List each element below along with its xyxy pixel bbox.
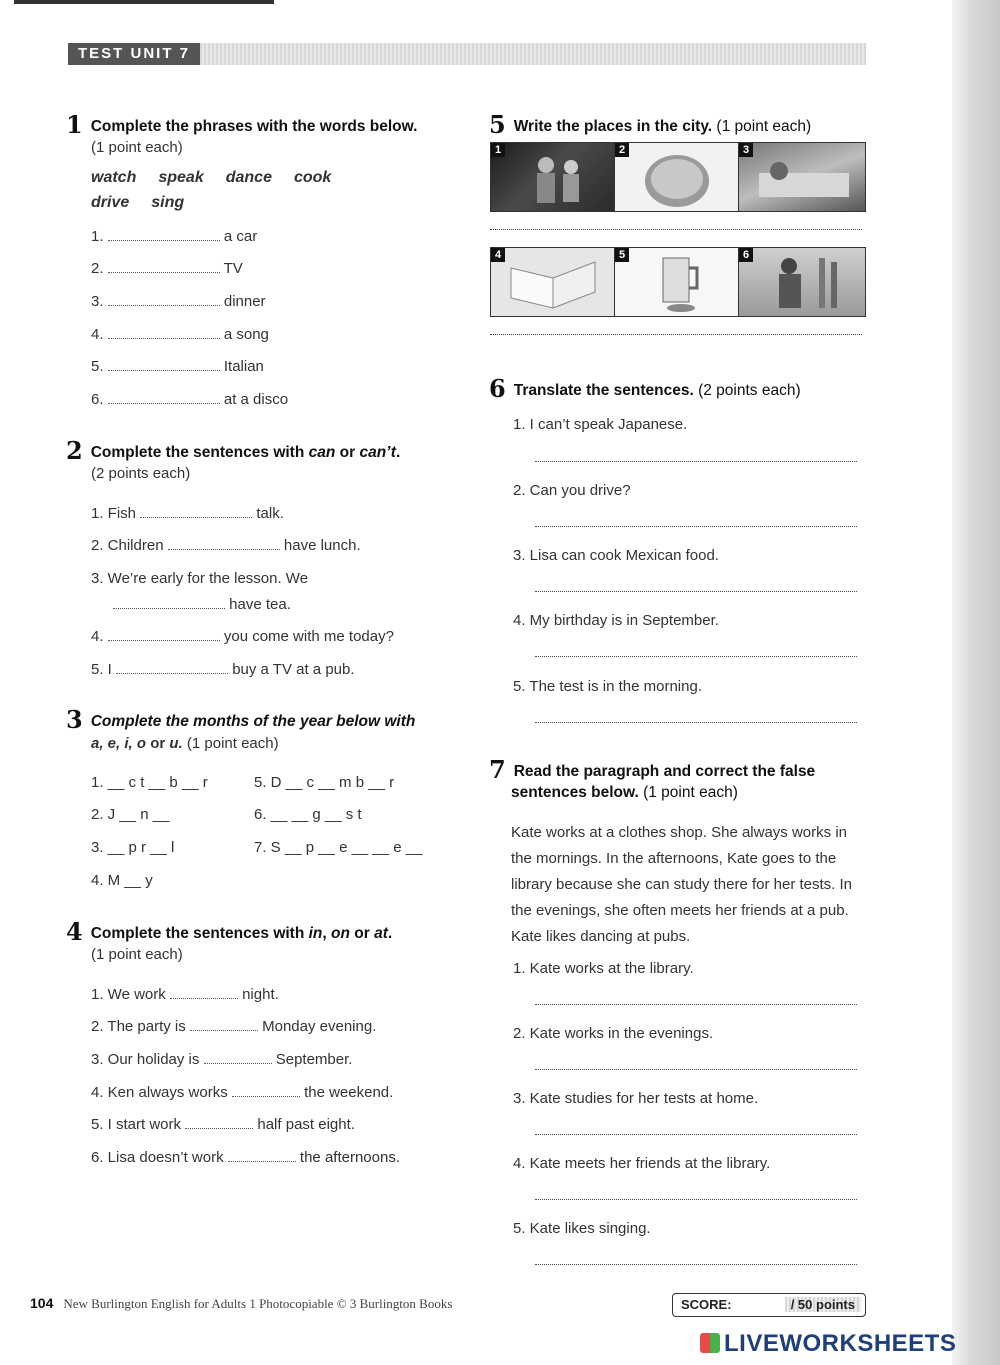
page-edge-shadow <box>952 0 1000 1365</box>
answer-blank[interactable] <box>108 228 220 241</box>
section-3-number: 3 <box>66 705 83 734</box>
answer-blank[interactable] <box>168 537 280 550</box>
keyword-u: u. <box>169 735 183 752</box>
photo-5-beer-mug <box>614 247 740 317</box>
answer-blank[interactable] <box>108 358 220 371</box>
unit-title: TEST UNIT 7 <box>68 43 200 65</box>
keyword-at: at <box>374 925 388 942</box>
section-7-title-cont <box>511 784 738 802</box>
title-text: . <box>395 444 401 461</box>
s4-item-2 <box>91 1018 376 1035</box>
liveworksheets-logo[interactable] <box>700 1330 956 1358</box>
title-text: or <box>349 925 375 942</box>
answer-blank[interactable] <box>108 391 220 404</box>
s2-item-2 <box>91 537 361 554</box>
item-text: have tea. <box>229 596 291 613</box>
section-6-number: 6 <box>489 374 506 403</box>
s2-item-4 <box>91 628 394 645</box>
word-bank-item: speak <box>158 169 204 186</box>
item-text: TV <box>223 260 243 277</box>
s6-item-5: 5. The test is in the morning. <box>513 678 702 695</box>
photo-number: 2 <box>615 143 629 157</box>
item-number: 1. <box>91 228 104 245</box>
photo-6-shop <box>738 247 866 317</box>
section-2-number: 2 <box>66 436 83 465</box>
item-text: 1. We work <box>91 986 166 1003</box>
answer-line[interactable] <box>535 460 857 462</box>
item-text: Monday evening. <box>262 1018 377 1035</box>
answer-blank[interactable] <box>108 260 220 273</box>
score-label: SCORE: <box>681 1297 732 1312</box>
reading-paragraph: Kate works at a clothes shop. She always works in the mornings. In the afternoons, Kate goes to the library because she can study there for her tests. In the evenings, she often meets her friends at a pub. Kate likes dancing at pubs. <box>511 824 853 945</box>
item-text: buy a TV at a pub. <box>232 661 355 678</box>
s6-item-4: 4. My birthday is in September. <box>513 612 719 629</box>
score-box <box>672 1293 866 1317</box>
item-text: night. <box>242 986 279 1003</box>
item-text: dinner <box>223 293 266 310</box>
section-4-instruction: Complete the sentences with <box>90 925 309 942</box>
item-text: the weekend. <box>304 1084 394 1101</box>
keyword-letters: a, e, i, o <box>91 735 147 752</box>
answer-line[interactable] <box>535 721 857 723</box>
answer-blank[interactable] <box>108 628 220 641</box>
s7-item-5: 5. Kate likes singing. <box>513 1220 651 1237</box>
photo-number: 3 <box>739 143 753 157</box>
item-number: 2. <box>91 260 104 277</box>
photo-3-bedroom <box>738 142 866 212</box>
answer-blank[interactable] <box>170 986 238 999</box>
answer-blank[interactable] <box>204 1051 272 1064</box>
item-text: September. <box>275 1051 353 1068</box>
keyword-cant: can’t <box>359 444 396 461</box>
item-text: 2. Children <box>91 537 164 554</box>
answer-blank[interactable] <box>232 1084 300 1097</box>
answer-line[interactable] <box>535 525 857 527</box>
section-5-points: (1 point each) <box>716 118 812 135</box>
s2-item-5 <box>91 661 355 678</box>
item-text: Italian <box>223 358 264 375</box>
photo-number: 4 <box>491 248 505 262</box>
answer-line[interactable] <box>535 1003 857 1005</box>
s1-item-5 <box>91 358 264 375</box>
section-2-instruction: Complete the sentences with <box>90 444 309 461</box>
item-number: 5. <box>91 358 104 375</box>
item-text: 5. I start work <box>91 1116 182 1133</box>
title-text: . <box>387 925 393 942</box>
s4-item-1 <box>91 986 279 1003</box>
month-4[interactable]: 4. M __ y <box>91 872 153 889</box>
s2-item-1 <box>91 505 284 522</box>
word-bank-row-1 <box>91 169 353 187</box>
keyword-in: in <box>308 925 323 942</box>
section-4-points: (1 point each) <box>91 946 183 963</box>
s6-item-1: 1. I can’t speak Japanese. <box>513 416 688 433</box>
score-total: / 50 points <box>785 1297 861 1312</box>
word-bank-row-2 <box>91 194 206 212</box>
section-6-instruction: Translate the sentences. <box>513 382 694 399</box>
photo-number: 5 <box>615 248 629 262</box>
answer-blank[interactable] <box>116 661 228 674</box>
answer-line[interactable] <box>490 333 862 335</box>
month-3[interactable]: 3. __ p r __ l <box>91 839 175 856</box>
item-text: 6. Lisa doesn’t work <box>91 1149 224 1166</box>
top-rule <box>0 0 1000 4</box>
section-3-instruction: Complete the months of the year below with <box>90 713 416 730</box>
s1-item-4 <box>91 326 269 343</box>
section-7-title <box>489 755 815 784</box>
title-text: or <box>146 735 170 752</box>
item-text: you come with me today? <box>223 628 394 645</box>
section-4-number: 4 <box>66 917 83 946</box>
beer-mug-icon <box>615 248 739 316</box>
section-1-points: (1 point each) <box>91 139 183 156</box>
section-1-instruction: Complete the phrases with the words below. <box>90 118 418 135</box>
s1-item-6 <box>91 391 288 408</box>
item-text: have lunch. <box>283 537 361 554</box>
word-bank-item: sing <box>151 194 185 211</box>
section-3-title <box>66 705 415 734</box>
item-text: the afternoons. <box>299 1149 400 1166</box>
section-2-title <box>66 436 400 465</box>
item-text: a car <box>223 228 258 245</box>
item-number: 4. <box>91 326 104 343</box>
answer-line[interactable] <box>535 1198 857 1200</box>
section-6-points: (2 points each) <box>698 382 801 399</box>
keyword-can: can <box>308 444 336 461</box>
section-1-title <box>66 110 417 139</box>
item-text: 5. I <box>91 661 112 678</box>
section-4-title <box>66 917 392 946</box>
book-credit: New Burlington English for Adults 1 Photocopiable © 3 Burlington Books <box>63 1296 453 1311</box>
section-7-instruction: sentences below. <box>511 784 639 801</box>
cake-icon <box>615 143 739 211</box>
photo-number: 6 <box>739 248 753 262</box>
s2-item-3-cont <box>113 596 291 613</box>
open-book-icon <box>491 248 615 316</box>
s7-item-2: 2. Kate works in the evenings. <box>513 1025 714 1042</box>
photo-number: 1 <box>491 143 505 157</box>
answer-blank[interactable] <box>228 1149 296 1162</box>
s6-item-3: 3. Lisa can cook Mexican food. <box>513 547 719 564</box>
s4-item-3 <box>91 1051 352 1068</box>
section-1-number: 1 <box>66 110 83 139</box>
answer-line[interactable] <box>535 1133 857 1135</box>
section-7-instruction: Read the paragraph and correct the false <box>513 763 816 780</box>
answer-line[interactable] <box>490 228 862 230</box>
answer-blank[interactable] <box>185 1116 253 1129</box>
s1-item-2 <box>91 260 243 277</box>
word-bank-item: watch <box>91 169 137 186</box>
item-number: 6. <box>91 391 104 408</box>
s2-item-3 <box>91 570 308 587</box>
photo-1-disco <box>490 142 616 212</box>
item-text: at a disco <box>223 391 289 408</box>
s6-item-2: 2. Can you drive? <box>513 482 631 499</box>
item-number: 3. <box>91 293 104 310</box>
s1-item-1 <box>91 228 257 245</box>
s4-item-6 <box>91 1149 400 1166</box>
s7-item-1: 1. Kate works at the library. <box>513 960 694 977</box>
photo-2-cake <box>614 142 740 212</box>
item-text: 2. The party is <box>91 1018 186 1035</box>
month-7[interactable]: 7. S __ p __ e __ __ e __ <box>254 839 423 856</box>
section-3-points: (1 point each) <box>186 735 279 752</box>
section-5-title <box>489 110 811 139</box>
keyword-on: on <box>331 925 350 942</box>
s7-item-4: 4. Kate meets her friends at the library. <box>513 1155 771 1172</box>
month-1[interactable]: 1. __ c t __ b __ r <box>91 774 208 791</box>
answer-line[interactable] <box>535 655 857 657</box>
item-text: 4. <box>91 628 104 645</box>
s4-item-4 <box>91 1084 393 1101</box>
word-bank-item: cook <box>293 169 332 186</box>
answer-blank[interactable] <box>140 505 252 518</box>
sleeping-person-icon <box>739 143 865 211</box>
answer-blank[interactable] <box>108 293 220 306</box>
title-text: , <box>322 925 332 942</box>
section-2-points: (2 points each) <box>91 465 191 482</box>
section-5-instruction: Write the places in the city. <box>513 118 713 135</box>
month-5[interactable]: 5. D __ c __ m b __ r <box>254 774 395 791</box>
section-3-subtitle <box>91 735 279 752</box>
item-text: 3. We’re early for the lesson. We <box>91 570 309 587</box>
shop-assistant-icon <box>739 248 865 316</box>
s1-item-3 <box>91 293 266 310</box>
s4-item-5 <box>91 1116 355 1133</box>
word-bank-item: dance <box>225 169 272 186</box>
section-7-number: 7 <box>489 755 506 784</box>
item-text: talk. <box>256 505 284 522</box>
page-footer <box>30 1295 452 1312</box>
month-2[interactable]: 2. J __ n __ <box>91 806 170 823</box>
item-text: half past eight. <box>257 1116 355 1133</box>
item-text: a song <box>223 326 269 343</box>
title-text: or <box>335 444 360 461</box>
photo-4-book <box>490 247 616 317</box>
answer-blank[interactable] <box>190 1018 258 1031</box>
section-6-title <box>489 374 801 403</box>
word-bank-item: drive <box>91 194 130 211</box>
brand-text: LIVEWORKSHEETS <box>724 1330 957 1357</box>
liveworksheets-icon <box>700 1333 720 1353</box>
item-text: 3. Our holiday is <box>91 1051 200 1068</box>
section-5-number: 5 <box>489 110 506 139</box>
section-7-points: (1 point each) <box>643 784 738 801</box>
s7-item-3: 3. Kate studies for her tests at home. <box>513 1090 759 1107</box>
item-text: 1. Fish <box>91 505 137 522</box>
people-dancing-icon <box>491 143 615 211</box>
answer-blank[interactable] <box>108 326 220 339</box>
answer-line[interactable] <box>535 1068 857 1070</box>
month-6[interactable]: 6. __ __ g __ s t <box>254 806 362 823</box>
item-text: 4. Ken always works <box>91 1084 228 1101</box>
answer-line[interactable] <box>535 590 857 592</box>
answer-line[interactable] <box>535 1263 857 1265</box>
page-number: 104 <box>30 1295 54 1311</box>
answer-blank[interactable] <box>113 596 225 609</box>
